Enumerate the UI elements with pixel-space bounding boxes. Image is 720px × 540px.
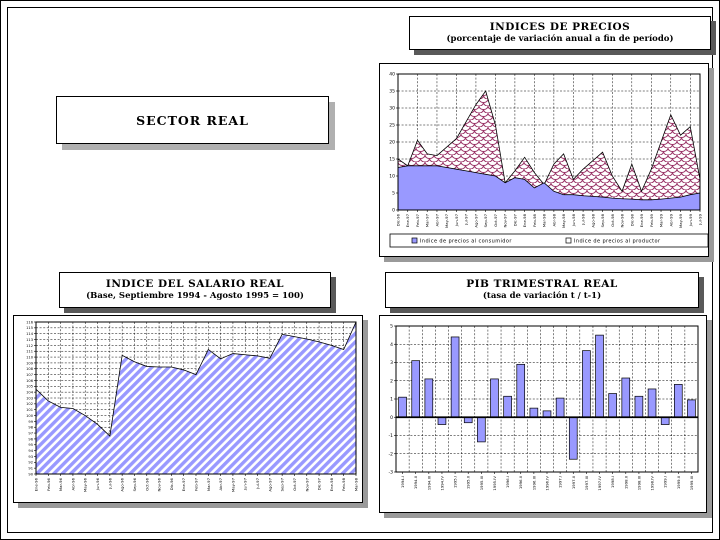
- svg-text:Jun-96: Jun-96: [95, 478, 101, 491]
- sector-real-box: [56, 96, 329, 144]
- svg-text:Ago-97: Ago-97: [267, 478, 273, 492]
- svg-text:3: 3: [390, 361, 393, 367]
- svg-text:Sep-97: Sep-97: [279, 478, 285, 492]
- svg-text:Ene-98: Ene-98: [328, 478, 334, 492]
- svg-text:96: 96: [28, 437, 33, 442]
- svg-text:Abr-96: Abr-96: [70, 478, 76, 491]
- precios-subtitle: (porcentaje de variación anual a fin de período): [446, 34, 674, 45]
- svg-text:113: 113: [26, 337, 33, 342]
- svg-text:1997.I: 1997.I: [557, 476, 563, 488]
- svg-text:Ene-97: Ene-97: [181, 478, 187, 492]
- svg-text:Dic-97: Dic-97: [512, 214, 518, 227]
- svg-text:Jul-99: Jul-99: [697, 214, 703, 225]
- svg-text:1994.I: 1994.I: [400, 476, 406, 488]
- svg-text:1996.III: 1996.III: [531, 476, 537, 491]
- svg-text:10: 10: [389, 174, 395, 180]
- svg-text:Nov-98: Nov-98: [619, 214, 625, 228]
- svg-text:Abr-97: Abr-97: [434, 214, 440, 227]
- svg-text:25: 25: [389, 123, 395, 129]
- svg-text:111: 111: [26, 349, 33, 354]
- svg-text:Oct-96: Oct-96: [144, 478, 150, 491]
- svg-text:110: 110: [26, 355, 33, 360]
- svg-text:1996.IV: 1996.IV: [544, 476, 550, 491]
- svg-text:Feb-99: Feb-99: [648, 214, 654, 227]
- svg-text:Ene-99: Ene-99: [639, 214, 645, 228]
- svg-text:1994.III: 1994.III: [426, 476, 432, 491]
- svg-text:1998.I: 1998.I: [610, 476, 616, 488]
- svg-text:Ago-97: Ago-97: [473, 214, 479, 228]
- svg-text:1998.II: 1998.II: [623, 476, 629, 490]
- svg-text:1997.II: 1997.II: [570, 476, 576, 490]
- svg-text:109: 109: [26, 361, 33, 366]
- svg-text:1995.I: 1995.I: [452, 476, 458, 488]
- svg-text:114: 114: [26, 332, 33, 337]
- pib-title-box: [385, 272, 699, 308]
- svg-text:Ene-97: Ene-97: [405, 214, 411, 228]
- svg-text:104: 104: [26, 390, 33, 395]
- svg-text:-3: -3: [388, 470, 393, 476]
- svg-text:Jun-97: Jun-97: [453, 214, 459, 227]
- svg-text:Feb-97: Feb-97: [414, 214, 420, 227]
- svg-text:Ene-98: Ene-98: [522, 214, 528, 228]
- svg-text:1: 1: [390, 397, 393, 403]
- svg-text:Oct-97: Oct-97: [492, 214, 498, 227]
- svg-text:1996.II: 1996.II: [518, 476, 524, 490]
- svg-text:1998.III: 1998.III: [636, 476, 642, 491]
- svg-text:103: 103: [26, 396, 33, 401]
- svg-text:1994.II: 1994.II: [413, 476, 419, 490]
- svg-text:106: 106: [26, 378, 33, 383]
- svg-text:1998.IV: 1998.IV: [649, 476, 655, 491]
- svg-text:116: 116: [26, 320, 33, 325]
- svg-text:20: 20: [389, 140, 395, 146]
- svg-text:1995.II: 1995.II: [465, 476, 471, 490]
- svg-text:-2: -2: [388, 452, 393, 458]
- svg-text:Dic-96: Dic-96: [395, 214, 401, 227]
- svg-text:2: 2: [390, 379, 393, 385]
- svg-text:100: 100: [26, 413, 33, 418]
- svg-text:Feb-98: Feb-98: [531, 214, 537, 227]
- svg-text:112: 112: [26, 343, 33, 348]
- svg-text:98: 98: [28, 425, 33, 430]
- svg-text:Mar-97: Mar-97: [424, 214, 430, 228]
- svg-text:Jul-98: Jul-98: [580, 214, 586, 225]
- svg-text:1997.III: 1997.III: [583, 476, 589, 491]
- svg-text:-1: -1: [388, 434, 393, 440]
- pib-chart: [380, 316, 706, 512]
- salario-title: INDICE DEL SALARIO REAL: [105, 278, 285, 291]
- svg-text:Oct-97: Oct-97: [291, 478, 297, 491]
- svg-text:5: 5: [392, 191, 395, 197]
- svg-text:1999.III: 1999.III: [688, 476, 694, 491]
- svg-text:Jul-97: Jul-97: [463, 214, 469, 225]
- precios-chart: [380, 64, 708, 256]
- svg-text:Jul-96: Jul-96: [107, 478, 113, 489]
- svg-text:Nov-97: Nov-97: [304, 478, 310, 492]
- svg-text:4: 4: [390, 342, 393, 348]
- svg-text:Sep-97: Sep-97: [483, 214, 489, 228]
- svg-text:105: 105: [26, 384, 33, 389]
- svg-text:Ago-96: Ago-96: [119, 478, 125, 492]
- svg-text:1995.III: 1995.III: [478, 476, 484, 491]
- svg-text:Feb-98: Feb-98: [341, 478, 347, 491]
- svg-text:Jun-99: Jun-99: [687, 214, 693, 227]
- svg-text:Sep-98: Sep-98: [600, 214, 606, 228]
- svg-text:0: 0: [392, 208, 395, 214]
- svg-text:May-99: May-99: [678, 214, 684, 228]
- salario-title-box: [59, 272, 331, 308]
- svg-text:91: 91: [28, 466, 33, 471]
- svg-text:Dic-96: Dic-96: [168, 478, 174, 491]
- svg-text:92: 92: [28, 460, 33, 465]
- svg-text:Feb-96: Feb-96: [45, 478, 51, 491]
- svg-text:93: 93: [28, 454, 33, 459]
- svg-text:Indice de precios al productor: Indice de precios al productor: [574, 238, 661, 245]
- svg-text:Indice de precios al consumido: Indice de precios al consumidor: [420, 238, 512, 245]
- svg-text:Abr-99: Abr-99: [668, 214, 674, 227]
- svg-text:94: 94: [28, 448, 33, 453]
- svg-text:108: 108: [26, 367, 33, 372]
- svg-text:Nov-97: Nov-97: [502, 214, 508, 228]
- svg-text:Oct-98: Oct-98: [609, 214, 615, 227]
- precios-title-box: [409, 16, 711, 50]
- svg-text:90: 90: [28, 472, 33, 477]
- svg-text:Feb-97: Feb-97: [193, 478, 199, 491]
- svg-text:May-97: May-97: [444, 214, 450, 228]
- pib-subtitle: (tasa de variación t / t-1): [482, 291, 602, 302]
- svg-text:30: 30: [389, 106, 395, 112]
- svg-text:Abr-97: Abr-97: [218, 478, 224, 491]
- svg-text:1996.I: 1996.I: [505, 476, 511, 488]
- pib-title: PIB TRIMESTRAL REAL: [466, 278, 618, 291]
- svg-text:Mar-96: Mar-96: [58, 478, 64, 492]
- svg-text:Dic-97: Dic-97: [316, 478, 322, 491]
- svg-text:1999.I: 1999.I: [662, 476, 668, 488]
- svg-text:Mar-97: Mar-97: [205, 478, 211, 492]
- svg-text:35: 35: [389, 89, 395, 95]
- svg-text:1995.IV: 1995.IV: [491, 476, 497, 491]
- svg-text:Jul-97: Jul-97: [255, 478, 261, 489]
- precios-title: INDICES DE PRECIOS: [489, 21, 631, 34]
- svg-text:95: 95: [28, 443, 33, 448]
- svg-text:99: 99: [28, 419, 33, 424]
- svg-text:Sep-96: Sep-96: [131, 478, 137, 492]
- salario-chart: [14, 316, 362, 502]
- svg-text:May-96: May-96: [82, 478, 88, 492]
- svg-text:Abr-98: Abr-98: [551, 214, 557, 227]
- svg-text:May-97: May-97: [230, 478, 236, 492]
- svg-text:Mar-99: Mar-99: [658, 214, 664, 228]
- sector-real-label: SECTOR REAL: [136, 112, 249, 128]
- svg-text:Nov-96: Nov-96: [156, 478, 162, 492]
- svg-text:107: 107: [26, 372, 33, 377]
- svg-text:1994.IV: 1994.IV: [439, 476, 445, 491]
- salario-subtitle: (Base, Septiembre 1994 - Agosto 1995 = 100): [86, 291, 304, 302]
- svg-text:Ene-96: Ene-96: [33, 478, 39, 492]
- svg-text:1999.II: 1999.II: [675, 476, 681, 490]
- salario-chart-panel: [13, 315, 363, 503]
- svg-text:Dic-98: Dic-98: [629, 214, 635, 227]
- svg-text:Mar-98: Mar-98: [353, 478, 359, 492]
- svg-text:Jun-97: Jun-97: [242, 478, 248, 491]
- svg-text:15: 15: [389, 157, 395, 163]
- svg-text:115: 115: [26, 326, 33, 331]
- svg-text:Jun-98: Jun-98: [570, 214, 576, 227]
- svg-text:0: 0: [390, 415, 393, 421]
- svg-text:102: 102: [26, 402, 33, 407]
- svg-text:May-98: May-98: [561, 214, 567, 228]
- svg-text:40: 40: [389, 72, 395, 78]
- svg-text:101: 101: [26, 408, 33, 413]
- svg-text:1997.IV: 1997.IV: [597, 476, 603, 491]
- pib-chart-panel: [379, 315, 707, 513]
- svg-text:Mar-98: Mar-98: [541, 214, 547, 228]
- svg-text:5: 5: [390, 324, 393, 330]
- precios-chart-panel: [379, 63, 709, 257]
- svg-text:Ago-98: Ago-98: [590, 214, 596, 228]
- svg-text:97: 97: [28, 431, 33, 436]
